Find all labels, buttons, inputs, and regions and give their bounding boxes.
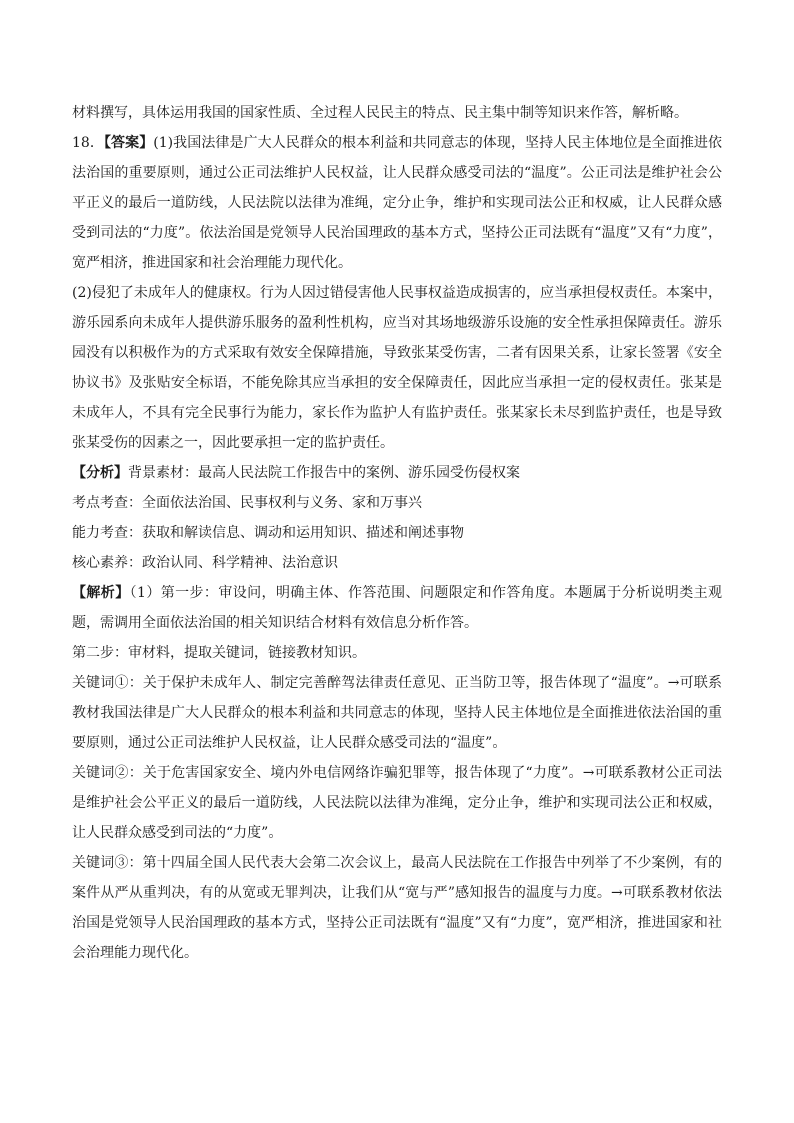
jiexi-step-1-text: （1）第一步：审设问，明确主体、作答范围、问题限定和作答角度。本题属于分析说明类主观题，需调用全面依法治国的相关知识结合材料有效信息分析作答。 bbox=[72, 585, 722, 631]
hexin-line: 核心素养：政治认同、科学精神、法治意识 bbox=[72, 555, 338, 571]
jiexi-label: 【解析】 bbox=[72, 585, 130, 601]
analysis-paragraph bbox=[72, 458, 722, 488]
keyword-3-paragraph: 关键词③：第十四届全国人民代表大会第二次会议上，最高人民法院在工作报告中列举了不少案例，有的案件从严从重判决，有的从宽或无罪判决，让我们从“宽与严”感知报告的温度与力度。→可联系教材依法治国是党领导人民治国理政的基本方式，坚持公正司法既有“温度”又有“力度”，宽严相济，推进国家和社会治理能力现代化。 bbox=[72, 855, 722, 961]
analysis-label: 【分析】 bbox=[72, 465, 128, 481]
answer-paragraph-1 bbox=[72, 128, 722, 278]
answer-paragraph-2: (2)侵犯了未成年人的健康权。行为人因过错侵害他人民事权益造成损害的，应当承担侵权责任。本案中，游乐园系向未成年人提供游乐服务的盈利性机构，应当对其场地级游乐设施的安全性承担保障责任。游乐园没有以积极作为的方式采取有效安全保障措施，导致张某受伤害，二者有因果关系，让家长签署《安全协议书》及张贴安全标语，不能免除其应当承担的安全保障责任，因此应当承担一定的侵权责任。张某是未成年人，不具有完全民事行为能力，家长作为监护人有监护责任。张某家长未尽到监护责任，也是导致张某受伤的因素之一，因此要承担一定的监护责任。 bbox=[72, 285, 722, 451]
intro-tail-paragraph: 材料撰写，具体运用我国的国家性质、全过程人民民主的特点、民主集中制等知识来作答，解析略。 bbox=[72, 105, 688, 121]
jiexi-step-2: 第二步：审材料，提取关键词，链接教材知识。 bbox=[72, 645, 366, 661]
answer-part-1-text: (1)我国法律是广大人民群众的根本利益和共同意志的体现，坚持人民主体地位是全面推进依法治国的重要原则，通过公正司法维护人民权益，让人民群众感受司法的“温度”。公正司法是维护社会公平正义的最后一道防线，人民法院以法律为准绳，定分止争，维护和实现司法公正和权威，让人民群众感受到司法的“力度”。依法治国是党领导人民治国理政的基本方式，坚持公正司法既有“温度”又有“力度”，宽严相济，推进国家和社会治理能力现代化。 bbox=[72, 135, 722, 271]
keyword-1-paragraph: 关键词①：关于保护未成年人、制定完善醉驾法律责任意见、正当防卫等，报告体现了“温度”。→可联系教材我国法律是广大人民群众的根本利益和共同意志的体现，坚持人民主体地位是全面推进依法治国的重要原则，通过公正司法维护人民权益，让人民群众感受司法的“温度”。 bbox=[72, 675, 722, 751]
nengli-line: 能力考查：获取和解读信息、调动和运用知识、描述和阐述事物 bbox=[72, 525, 464, 541]
kaodian-line: 考点考查：全面依法治国、民事权利与义务、家和万事兴 bbox=[72, 495, 422, 511]
answer-label: 【答案】 bbox=[103, 135, 154, 151]
question-number: 18． bbox=[72, 135, 104, 151]
keyword-2-paragraph: 关键词②：关于危害国家安全、境内外电信网络诈骗犯罪等，报告体现了“力度”。→可联系教材公正司法是维护社会公平正义的最后一道防线，人民法院以法律为准绳，定分止争，维护和实现司法公正和权威，让人民群众感受到司法的“力度”。 bbox=[72, 765, 722, 841]
analysis-text: 背景素材：最高人民法院工作报告中的案例、游乐园受伤侵权案 bbox=[128, 465, 520, 481]
document-page bbox=[72, 98, 722, 968]
jiexi-paragraph bbox=[72, 578, 722, 638]
